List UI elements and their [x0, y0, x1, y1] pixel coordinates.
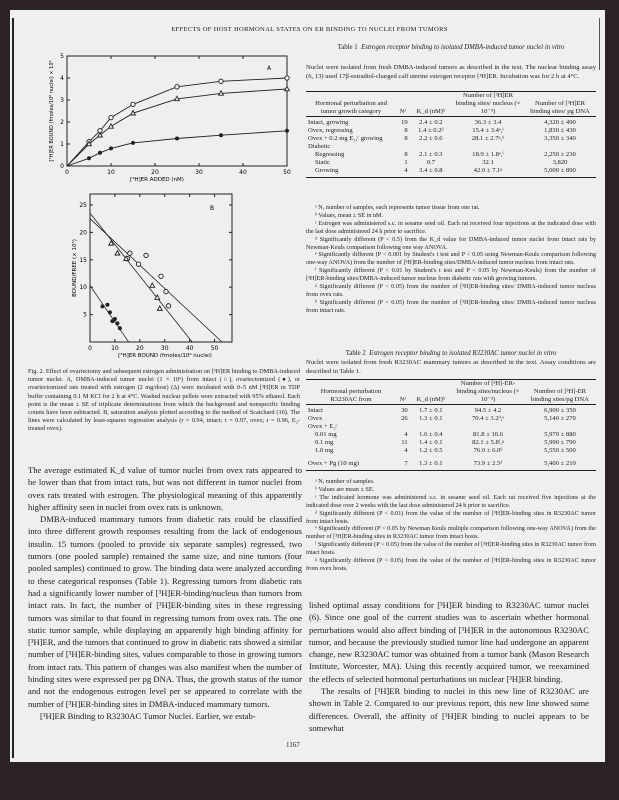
- y-tick-label: 4: [60, 75, 64, 82]
- x-tick-label: 40: [239, 169, 247, 176]
- table-cell: 30: [401, 407, 408, 414]
- y-tick-label: 15: [79, 256, 87, 264]
- table-cell: 8: [404, 127, 408, 134]
- data-point-open-circle: [166, 304, 170, 308]
- table-cell: 1.6 ± 0.4: [419, 431, 443, 438]
- table-cell: 82.1 ± 5.8ᶠ,ᵍ: [472, 439, 504, 446]
- table-row: [306, 159, 596, 167]
- table-cell: [396, 143, 410, 151]
- table-cell: 8: [404, 135, 408, 142]
- table-cell: 26: [401, 415, 408, 422]
- x-tick-label: 30: [195, 169, 203, 176]
- data-point-filled-circle: [109, 146, 113, 150]
- paragraph: DMBA-induced mammary tumors from diabetic rats could be classified into three different growth responses resulting from the lack of endogenous insulin. 15 tumors (pooled to provide six separate samples) regressed, two tumors (one pooled sample) remained the same size, and nine tumors (four pooled samples) continued to grow. The binding data were analyzed according to these categorical responses (Table 1). Regressing tumors from diabetic rats had a significantly lower number of [³H]ER-binding/nucleus than tumors from intact rats. In fact, the number of [³H]ER-binding sites in these regressing tumors was similar to that found in regressing tumors from ovex rats. The one static tumor sample, while displaying an apparently high binding affinity for [³H]ER, and the tumors that continued to grow in diabetic rats showed a similar number of [³H]ER-binding sites, values comparable to those in growing tumors from intact rats. This pattern of changes was also manifest when the number of binding sites were expressed per pg DNA. Thus, the growth status of the tumor and not the endogenous estrogen level per se appeared to correlate with the number of [³H]ER-binding sites in DMBA-induced mammary tumors.: [28, 514, 302, 709]
- data-point-open-circle: [109, 115, 113, 119]
- table1: [306, 91, 596, 178]
- table-cell: 5,140 ± 270: [544, 415, 576, 422]
- table1-footnotes: [306, 204, 596, 315]
- table-cell: 0.01 mg: [315, 431, 337, 438]
- table-cell: [396, 423, 410, 431]
- table-cell: 2,250 ± 230: [544, 151, 576, 158]
- table-cell: 1.4 ± 0.1: [419, 439, 443, 446]
- column-header: K_d (nM)ᵇ: [416, 396, 446, 403]
- column-header: Hormonal perturbation and tumor growth category: [315, 100, 387, 115]
- table-cell: 0.7: [426, 159, 435, 166]
- data-point-open-circle: [164, 289, 168, 293]
- table-cell: Growing: [315, 167, 339, 174]
- table-cell: Intact: [308, 407, 324, 414]
- x-tick-label: 0: [65, 169, 69, 176]
- data-point-open-circle: [219, 79, 223, 83]
- table-footnote: ᵍ Significantly different (P < 0.05) from the value of the number of [³H]ER-binding sites in R3230AC tumor from ovex hosts.: [306, 557, 596, 572]
- x-tick-label: 0: [88, 345, 92, 352]
- table-cell: 73.9 ± 2.5ᵈ: [473, 460, 503, 467]
- table-row: [306, 447, 596, 455]
- data-point-open-triangle: [175, 96, 180, 100]
- table-footnote: ᶠ Significantly different (P < 0.01 by Student's t test and P < 0.05 by Newman-Keuls) from the number of [³H]ER-binding sites/DMBA-induced tumor nucleus from diabetic rats with growing tumors.: [306, 267, 596, 283]
- body-text-left: [28, 464, 302, 722]
- table-cell: 2.2 ± 0.6: [419, 135, 443, 142]
- table1-number: Table 1: [337, 44, 358, 51]
- table-cell: [452, 423, 524, 431]
- data-point-open-circle: [175, 85, 179, 89]
- table-row: [306, 415, 596, 423]
- table-cell: [524, 143, 596, 151]
- x-tick-label: 20: [151, 169, 159, 176]
- data-point-open-circle: [131, 102, 135, 106]
- table-footnote: ᵉ Significantly different (P < 0.05 by Newman Keuls multiple comparison following one-way ANOVA) from the number of [³H]ER-binding sites in R3230AC tumor from intact hosts.: [306, 525, 596, 541]
- figure-caption: Fig. 2. Effect of ovariectomy and subsequent estrogen administration on [³H]ER binding to DMBA-induced tumor nuclei. A, DMBA-induced tumor nuclei (1 × 10⁶) from intact (○), ovariectomized (●), or ovariectomized rats treated with estrogen (2 mg/dose) (Δ) were incubated with 0–5 nM [³H]ER in TDP buffer containing 0.1 M KCl for 2 h at 4°C. Washed nuclear pellets were extracted with 95% ethanol. Each point is the mean ± SE of triplicate determinations from which the background and nonspecific binding counts have been subtracted. B, saturation analysis plotted according to the method of Scatchard (16). The lines were calculated by least-squares regression analysis (r = 0.94, intact; r = 0.97, ovex; r = 0.96, E₂-treated ovex).: [28, 368, 300, 433]
- column-header: Nᵃ: [399, 108, 407, 115]
- table-cell: [524, 423, 596, 431]
- table-cell: 4: [404, 167, 408, 174]
- data-point-open-triangle: [150, 283, 155, 287]
- x-tick-label: 50: [283, 169, 291, 176]
- table-row: [306, 455, 596, 471]
- column-header: Number of [³H]ER binding sites/ pg DNA: [530, 100, 590, 115]
- y-tick-label: 3: [60, 97, 64, 104]
- table-cell: 70.4 ± 3.2ᵈ,ᵉ: [471, 415, 505, 422]
- table-cell: Diabetic: [308, 143, 331, 150]
- table-cell: 1.0 mg: [315, 447, 334, 454]
- regression-line: [90, 213, 192, 342]
- table-cell: 4: [404, 447, 408, 454]
- data-point-open-triangle: [98, 133, 103, 137]
- table2-description: Nuclei were isolated from fresh R3230AC mammary tumors as described in the text. Assay conditions are described in Table 1.: [306, 359, 596, 375]
- column-header: Number of [³H]-ER binding sites/pg DNA: [531, 388, 589, 403]
- table-row: [306, 405, 596, 416]
- panel-label: A: [267, 65, 272, 72]
- table1-title: [306, 43, 596, 52]
- table2-title: [306, 349, 596, 358]
- data-point-filled-circle: [105, 303, 109, 307]
- x-axis-label: [³H]ER BOUND (fmoles/10⁶ nuclei): [118, 353, 212, 359]
- table-footnote: ᶜ The indicated hormone was administered s.c. in sesame seed oil. Each rat received five injections at the indicated dose over 2 weeks with the last dose administered 24 h prior to sacrifice.: [306, 493, 596, 509]
- table-cell: 5,550 ± 500: [544, 447, 576, 454]
- table-cell: 2.1 ± 0.3: [419, 151, 443, 158]
- table-footnote: ᵈ Significantly different (P < 0.01) from the value of the number of [³H]ER-binding sites in R3230AC tumor from intact hosts.: [306, 509, 596, 525]
- data-point-open-circle: [159, 274, 163, 278]
- table-cell: 1.4 ± 0.2ᵈ: [418, 127, 444, 134]
- table-cell: 32.1: [482, 159, 494, 166]
- table2-number: Table 2: [345, 350, 366, 357]
- table2-footnotes: [306, 478, 596, 573]
- data-point-filled-circle: [108, 310, 112, 314]
- x-tick-label: 50: [210, 345, 219, 352]
- data-point-open-circle: [128, 251, 132, 255]
- y-tick-label: 10: [79, 284, 87, 292]
- data-point-open-circle: [144, 253, 148, 257]
- table-cell: 1.3 ± 0.1: [419, 415, 443, 422]
- section-heading-paragraph: [³H]ER Binding to R3230AC Tumor Nuclei. Earlier, we estab-: [40, 710, 256, 721]
- paragraph: The average estimated K_d value of tumor nuclei from ovex rats appeared to be lower than that from intact rats, but was not different in tumor nuclei from ovex rats treated with estrogen. The physiological meaning of this apparently higher affinity seen in nuclei from ovex rats is unknown.: [28, 465, 302, 512]
- y-tick-label: 2: [60, 119, 64, 126]
- table-footnote: ᵃ N, number of samples, each represents tumor tissue from one rat.: [315, 204, 480, 211]
- table-row: [306, 431, 596, 439]
- table-cell: 0.1 mg: [315, 439, 334, 446]
- data-point-filled-circle: [219, 133, 223, 137]
- data-point-filled-circle: [175, 137, 179, 141]
- data-point-filled-circle: [98, 151, 102, 155]
- y-tick-label: 5: [83, 311, 87, 319]
- table-cell: [410, 143, 452, 151]
- table-row: [306, 117, 596, 128]
- y-axis-label: BOUND/FREE (× 10³): [72, 239, 78, 297]
- running-head: EFFECTS OF HOST HORMONAL STATES ON ER BINDING TO NUCLEI FROM TUMORS: [171, 26, 448, 33]
- table-cell: 81.8 ± 10.6: [473, 431, 503, 438]
- regression-line: [90, 219, 222, 342]
- table-cell: 1,830 ± 430: [544, 127, 576, 134]
- table-cell: 36.3 ± 3.4: [474, 119, 502, 126]
- table2: [306, 379, 596, 471]
- table-row: [306, 423, 596, 431]
- table-cell: 5,970 ± 880: [544, 431, 576, 438]
- table-cell: 18.9 ± 1.8ᵉ,ᶠ: [472, 151, 504, 158]
- plot-frame: [67, 56, 287, 166]
- column-header: Nᵃ: [399, 396, 407, 403]
- table-cell: 3,350 ± 340: [544, 135, 576, 142]
- table-footnote: ᶜ Estrogen was administered s.c. in sesame seed oil. Each rat received four injections at the indicated dose with the last dose administered 24 h prior to sacrifice.: [306, 219, 596, 235]
- data-point-open-triangle: [157, 306, 162, 310]
- table-footnote: ʰ Significantly different (P < 0.05) from the number of [³H]ER-binding sites/ DMBA-induced tumor nucleus from intact rats.: [306, 298, 596, 314]
- table-row: [306, 135, 596, 143]
- column-header: Number of [³H]-ER-binding sites/nucleus (× 10⁻³): [456, 380, 520, 403]
- data-point-filled-circle: [87, 156, 91, 160]
- table-cell: Ovex: [308, 415, 323, 422]
- table-footnote: ᵉ Significantly different (P < 0.001 by Student's t test and P < 0.05 using Newman-Keuls comparison following one-way ANOVA) from the number of [³H]ER-binding sites/DMBA-induced tumor nucleus from intact rats.: [306, 251, 596, 267]
- table-cell: 1.2 ± 0.5: [419, 447, 443, 454]
- table-cell: 94.5 ± 4.2: [474, 407, 502, 414]
- x-tick-label: 10: [107, 169, 115, 176]
- data-point-open-triangle: [115, 251, 120, 255]
- table-cell: 5,400 ± 210: [544, 460, 576, 467]
- table-cell: 7: [404, 460, 408, 467]
- figure-panel-a: [22, 52, 302, 182]
- table-cell: Static: [315, 159, 331, 166]
- body-text-right: [309, 599, 589, 734]
- table-footnote: ᵃ N, number of samples.: [315, 478, 375, 485]
- table-cell: 3.4 ± 0.8: [419, 167, 443, 174]
- table-row: [306, 127, 596, 135]
- data-point-filled-circle: [118, 326, 122, 330]
- table-footnote: ᵇ Values, mean ± SE in nM.: [315, 211, 384, 219]
- table-cell: Ovex + E₂ᶜ: [308, 423, 338, 430]
- data-point-open-triangle: [131, 111, 136, 115]
- table-cell: 4,320 ± 490: [544, 119, 576, 126]
- y-tick-label: 1: [60, 141, 64, 148]
- table-cell: [452, 143, 524, 151]
- table-cell: 15.4 ± 3.4ᵉ,ᶠ: [472, 127, 504, 134]
- paragraph: The results of [³H]ER binding to nuclei in this new line of R3230AC are shown in Table 2. Compared to our previous report, this new line showed some differences. Overall, the affinity of [³H]ER binding to nuclei appears to be somewhat: [309, 686, 589, 733]
- table-footnote: ᵍ Significantly different (P < 0.05) from the number of [³H]ER-binding sites/ DMBA-induced tumor nucleus from ovex rats.: [306, 283, 596, 298]
- data-point-filled-circle: [285, 129, 289, 133]
- column-header: Number of [³H]ER binding sites/ nucleus (× 10⁻³): [455, 92, 521, 115]
- table-cell: 19: [401, 119, 408, 126]
- y-tick-label: 25: [79, 201, 87, 209]
- paragraph: lished optimal assay conditions for [³H]ER binding to R3230AC tumor nuclei (6). Since one goal of the current studies was to ascertain whether hormonal perturbations would also affect binding of [³H]ER in the autonomous R3230AC tumor, and because the previously studied tumor line had undergone an apparent change, new R3230AC tumor was obtained from a tumor bank (Mason Research Institute, Worcester, MA). Using this recently acquired tumor, we reexamined the effects of selected hormonal perturbations on nuclear [³H]ER binding.: [309, 600, 589, 684]
- page-number: 1167: [286, 741, 300, 749]
- x-axis-label: [³H]ER ADDED (nM): [130, 177, 184, 182]
- table-cell: 76.0 ± 6.0ᵈ: [473, 447, 503, 454]
- data-point-filled-circle: [131, 141, 135, 145]
- table-footnote: ᵇ Values are mean ± SE.: [315, 485, 375, 493]
- page-edge-rule: [12, 18, 14, 758]
- table-footnote: ᵈ Significantly different (P < 0.5) from the K_d value for DMBA-induced tumor nuclei from intact rats by Newman-Keuls comparison following one way ANOVA.: [306, 235, 596, 251]
- table-cell: 1.7 ± 0.1: [419, 407, 443, 414]
- data-point-open-circle: [136, 262, 140, 266]
- table-row: [306, 151, 596, 159]
- x-tick-label: 10: [111, 345, 119, 352]
- y-axis-label: [³H]ER BOUND (fmoles/10⁶ nuclei) × 10³: [49, 60, 55, 162]
- column-header: Hormonal perturbation R3230AC from: [320, 388, 382, 403]
- table-cell: 6,900 ± 350: [544, 407, 576, 414]
- table-cell: 11: [401, 439, 408, 446]
- table-cell: Ovex + Pg (10 mg): [308, 460, 359, 467]
- figure-panel-b: [62, 190, 262, 362]
- table-cell: 5,990 ± 790: [544, 439, 576, 446]
- table-cell: 4: [404, 431, 408, 438]
- table-cell: Regressing: [315, 151, 345, 158]
- data-point-filled-circle: [115, 321, 119, 325]
- table-cell: 5,000 ± 890: [544, 167, 576, 174]
- data-point-filled-circle: [100, 304, 104, 308]
- x-tick-label: 20: [136, 345, 144, 352]
- table-row: [306, 439, 596, 447]
- table-cell: Ovex + 0.2 mg E₂,ᶜ growing: [308, 135, 383, 142]
- table-cell: Ovex, regressing: [308, 127, 353, 134]
- table-cell: 3,820: [552, 159, 568, 166]
- table-cell: 8: [404, 151, 408, 158]
- data-point-open-circle: [285, 76, 289, 80]
- data-point-open-triangle: [285, 86, 290, 90]
- table-cell: 2.4 ± 0.2: [419, 119, 443, 126]
- table-row: [306, 167, 596, 178]
- table-cell: [410, 423, 452, 431]
- table-cell: 42.0 ± 7.1ᵍ: [473, 167, 503, 174]
- table-cell: 1.3 ± 0.1: [419, 460, 443, 467]
- table-row: [306, 143, 596, 151]
- data-point-open-triangle: [219, 91, 224, 95]
- x-tick-label: 40: [185, 345, 194, 352]
- table1-caption: Estrogen receptor binding to isolated DMBA-induced tumor nuclei in vitro: [361, 44, 565, 51]
- data-point-filled-circle: [113, 317, 117, 321]
- panel-label: B: [210, 205, 215, 212]
- table-footnote: ᶠ Significantly different (P < 0.05) from the value of the number of [³H]ER-binding sites in R3230AC tumor from intact hosts.: [306, 541, 596, 557]
- x-tick-label: 30: [160, 345, 169, 352]
- y-tick-label: 0: [60, 163, 64, 170]
- y-tick-label: 20: [79, 229, 87, 237]
- table-cell: 28.1 ± 2.7ᵍ,ʰ: [471, 135, 505, 142]
- table2-caption: Estrogen receptor binding to isolated R3230AC tumor nuclei in vitro: [369, 350, 557, 357]
- data-point-open-triangle: [109, 124, 114, 128]
- y-tick-label: 5: [60, 53, 64, 60]
- table-cell: 1: [404, 159, 408, 166]
- column-header: K_d (nM)ᵇ: [416, 108, 446, 115]
- table-cell: Intact, growing: [308, 119, 349, 126]
- table1-description: Nuclei were isolated from fresh DMBA-induced tumors as described in the text. The nuclear binding assay (6, 13) used 17β-estradiol-charged calf uterine estrogen receptor [³H]ER. Incubation was for 2 h at 4°C.: [306, 64, 596, 80]
